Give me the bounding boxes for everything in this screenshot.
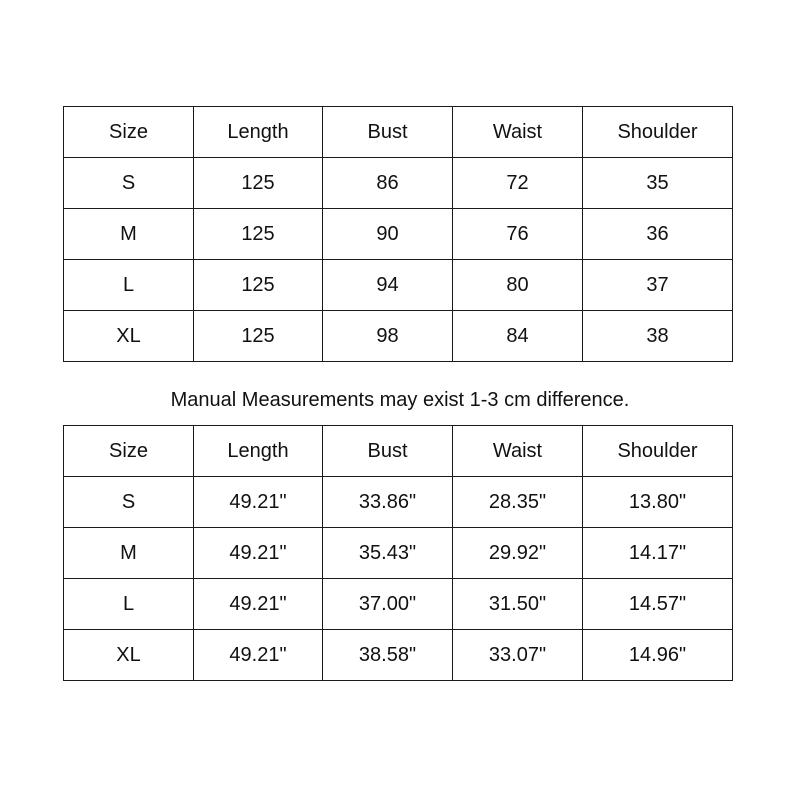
cell-size: M: [64, 209, 194, 260]
cell-shoulder: 35: [583, 158, 733, 209]
cell-bust: 35.43": [323, 528, 453, 579]
cell-size: S: [64, 477, 194, 528]
table-row: [64, 311, 733, 362]
cell-size: L: [64, 260, 194, 311]
header-bust: Bust: [323, 107, 453, 158]
size-chart-cm-table: [63, 106, 733, 362]
cell-waist: 84: [453, 311, 583, 362]
cell-size: L: [64, 579, 194, 630]
cell-shoulder: 14.57": [583, 579, 733, 630]
cell-size: XL: [64, 630, 194, 681]
header-shoulder: Shoulder: [583, 107, 733, 158]
header-size: Size: [64, 107, 194, 158]
cell-bust: 38.58": [323, 630, 453, 681]
header-waist: Waist: [453, 426, 583, 477]
cell-bust: 86: [323, 158, 453, 209]
cell-length: 49.21": [194, 477, 323, 528]
table-header-row: [64, 107, 733, 158]
cell-length: 125: [194, 209, 323, 260]
cell-shoulder: 14.17": [583, 528, 733, 579]
cell-length: 125: [194, 311, 323, 362]
table-row: [64, 630, 733, 681]
table-header-row: [64, 426, 733, 477]
cell-waist: 76: [453, 209, 583, 260]
cell-size: XL: [64, 311, 194, 362]
cell-length: 49.21": [194, 630, 323, 681]
cell-bust: 37.00": [323, 579, 453, 630]
cell-bust: 90: [323, 209, 453, 260]
table-row: [64, 579, 733, 630]
table-row: [64, 477, 733, 528]
cell-waist: 31.50": [453, 579, 583, 630]
cell-bust: 98: [323, 311, 453, 362]
header-waist: Waist: [453, 107, 583, 158]
cell-shoulder: 14.96": [583, 630, 733, 681]
measurement-note: Manual Measurements may exist 1-3 cm difference.: [170, 389, 630, 411]
size-chart-inch-table: [63, 425, 733, 681]
cell-waist: 72: [453, 158, 583, 209]
header-shoulder: Shoulder: [583, 426, 733, 477]
cell-size: S: [64, 158, 194, 209]
cell-length: 49.21": [194, 579, 323, 630]
cell-bust: 94: [323, 260, 453, 311]
cell-bust: 33.86": [323, 477, 453, 528]
header-length: Length: [194, 426, 323, 477]
table-row: [64, 158, 733, 209]
cell-waist: 28.35": [453, 477, 583, 528]
table-row: [64, 209, 733, 260]
table-row: [64, 260, 733, 311]
header-size: Size: [64, 426, 194, 477]
cell-length: 49.21": [194, 528, 323, 579]
cell-shoulder: 37: [583, 260, 733, 311]
header-length: Length: [194, 107, 323, 158]
cell-length: 125: [194, 158, 323, 209]
cell-waist: 29.92": [453, 528, 583, 579]
cell-shoulder: 38: [583, 311, 733, 362]
cell-waist: 80: [453, 260, 583, 311]
cell-shoulder: 13.80": [583, 477, 733, 528]
cell-shoulder: 36: [583, 209, 733, 260]
table-row: [64, 528, 733, 579]
cell-size: M: [64, 528, 194, 579]
header-bust: Bust: [323, 426, 453, 477]
cell-length: 125: [194, 260, 323, 311]
cell-waist: 33.07": [453, 630, 583, 681]
